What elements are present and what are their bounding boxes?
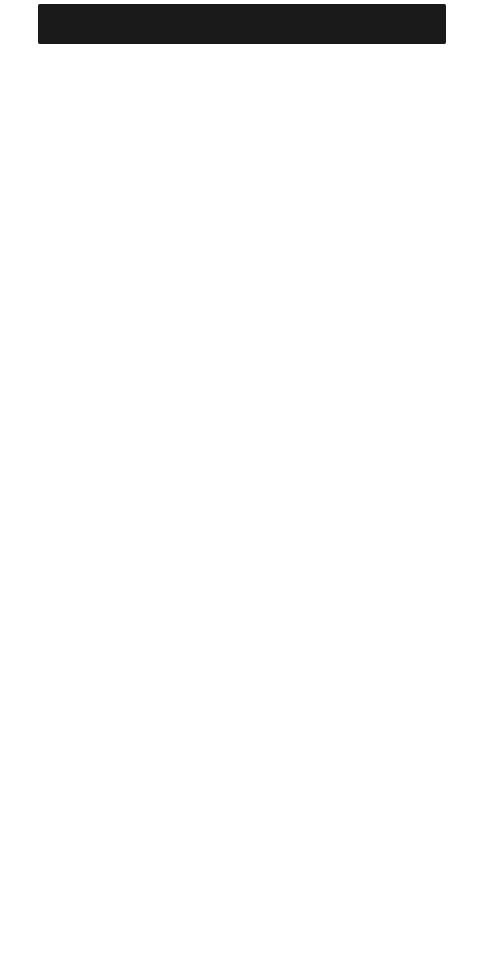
article-headline <box>38 4 446 44</box>
headline-bar <box>4 0 479 44</box>
